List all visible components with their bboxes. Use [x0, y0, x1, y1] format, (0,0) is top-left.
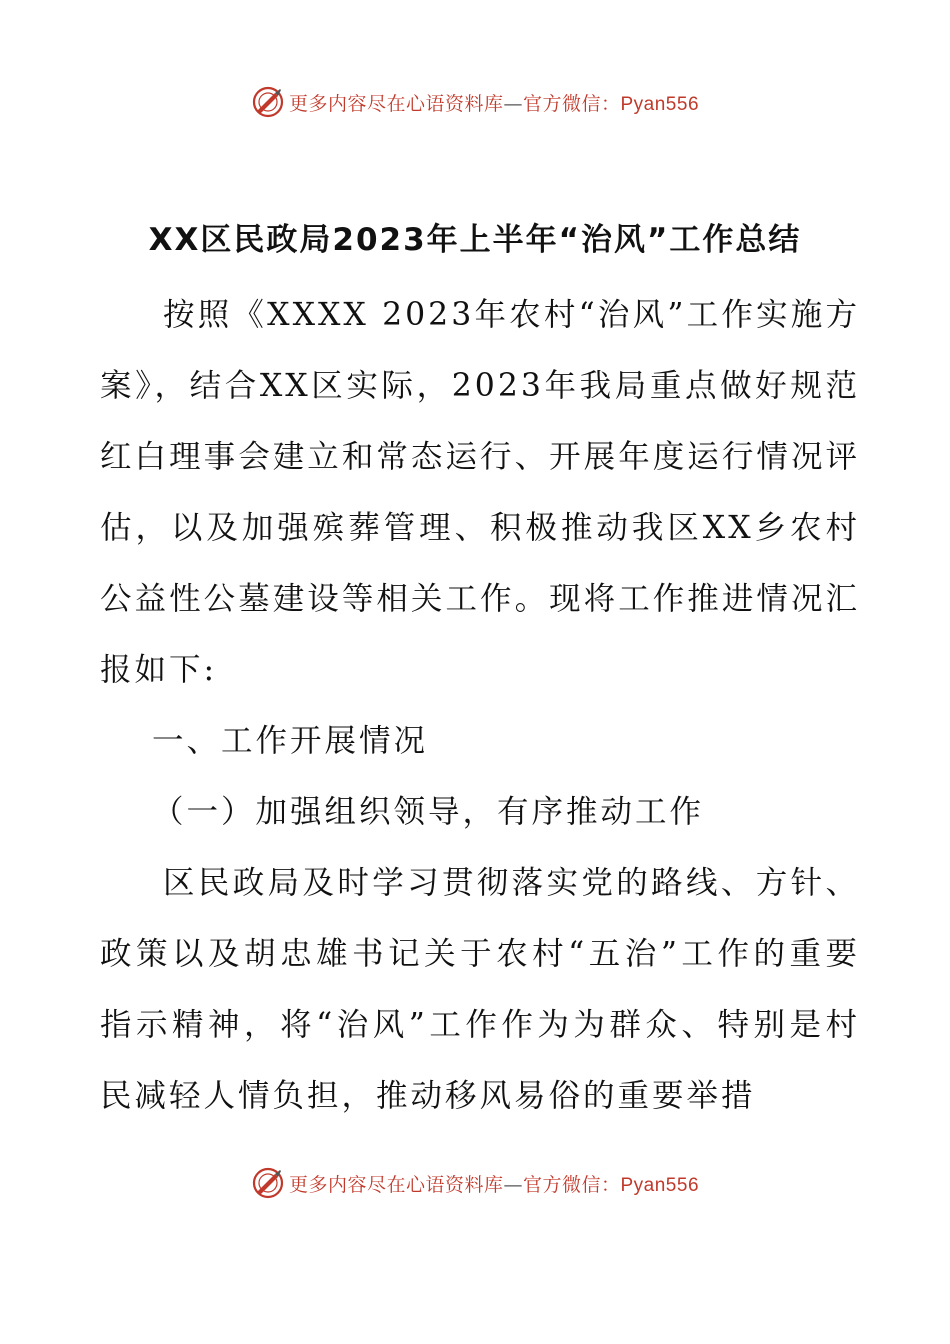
subsection-one-heading: （一）加强组织领导，有序推动工作	[152, 794, 705, 830]
watermark-site-text: 更多内容尽在心语资料库	[288, 92, 504, 115]
document-title: XX区民政局2023年上半年“治风”工作总结	[148, 221, 802, 258]
document-body	[100, 280, 860, 1132]
intro-paragraph: 按照《XXXX 2023年农村“治风”工作实施方案》，结合XX区实际，2023年我局重点做好规范红白理事会建立和常态运行、开展年度运行情况评估，以及加强殡葬管理、积极推动我区XX乡农村公益性公墓建设等相关工作。现将工作推进情况汇报如下:	[100, 297, 860, 688]
watermark-wechat-id: Pyan556	[620, 1174, 700, 1196]
watermark-banner-top	[0, 82, 950, 122]
watermark-separator: —	[503, 1173, 523, 1196]
watermark-wechat-id: Pyan556	[620, 93, 700, 115]
watermark-wechat-label: 官方微信：	[522, 92, 621, 115]
watermark-separator: —	[503, 92, 523, 115]
brand-logo-icon	[251, 1166, 285, 1200]
watermark-site-text: 更多内容尽在心语资料库	[288, 1173, 504, 1196]
watermark-wechat-label: 官方微信：	[522, 1173, 621, 1196]
watermark-banner-bottom	[0, 1163, 950, 1203]
subsection-one-paragraph: 区民政局及时学习贯彻落实党的路线、方针、政策以及胡忠雄书记关于农村“五治”工作的重要指示精神，将“治风”工作作为为群众、特别是村民减轻人情负担，推动移风易俗的重要举措	[100, 865, 860, 1114]
section-one-heading: 一、工作开展情况	[152, 723, 429, 759]
brand-logo-icon	[251, 85, 285, 119]
